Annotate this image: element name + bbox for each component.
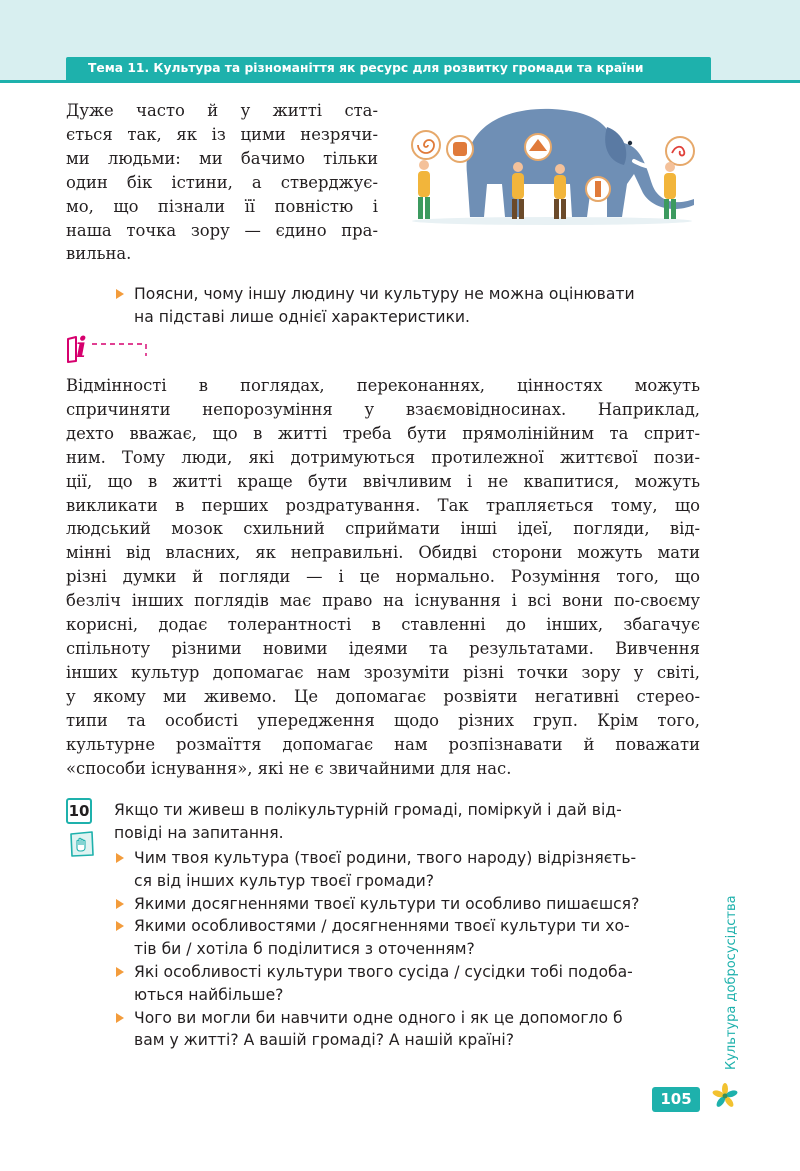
text-line: Якщо ти живеш в полікультурній громаді, поміркуй і дай від- (114, 801, 622, 819)
bullet-icon (116, 853, 124, 863)
text-line: Відмінності в поглядах, переконаннях, цінностях можуть (66, 376, 700, 395)
intro-paragraph (66, 99, 378, 266)
elephant-illustration (402, 99, 702, 229)
text-line: наша точка зору — єдино пра- (66, 220, 378, 240)
text-line: ся від інших культур твоєї громади? (134, 871, 435, 890)
text-line: вам у житті? А вашій громаді? А нашій країні? (134, 1031, 515, 1050)
hand-writing-icon (68, 828, 96, 858)
list-item (114, 915, 700, 961)
task-prompt (114, 799, 700, 845)
text-line: повіді на запитання. (114, 823, 284, 842)
text-line: Якими досягненнями твоєї культури ти особливо пишаєшся? (134, 894, 640, 913)
text-line: викликати в перших роздратування. Так трапляється тому, що (66, 495, 700, 515)
text-line: ним. Тому люди, які дотримуються протилежної життєвої пози- (66, 447, 700, 467)
text-line: ції, що в житті краще бути ввічливим і не квапитися, можуть (66, 471, 700, 491)
text-line: один бік істини, а стверджує- (66, 172, 378, 192)
text-line: Чого ви могли би навчити одне одного і як це допомогло б (134, 1008, 623, 1027)
list-item (114, 1007, 700, 1053)
bullet-icon (116, 967, 124, 977)
text-line: тів би / хотіла б поділитися з оточенням? (134, 940, 475, 959)
topic-title: Тема 11. Культура та різноманіття як ресурс для розвитку громади та країни (66, 57, 711, 80)
text-line: вильна. (66, 244, 132, 264)
text-line: Чим твоя культура (твоєї родини, твого народу) відрізняєть- (134, 849, 637, 867)
text-line: інших культур допомагає нам зрозуміти різні точки зору у світі, (66, 662, 700, 682)
text-line: мінні від власних, як неправильні. Обидві сторони можуть мати (66, 543, 700, 563)
list-item (114, 283, 700, 329)
bullet-icon (116, 899, 124, 909)
list-item (114, 847, 700, 893)
bullet-icon (116, 289, 124, 299)
task-question-list (114, 847, 700, 1052)
text-line: ми людьми: ми бачимо тільки (66, 148, 378, 168)
text-line: Дуже часто й у житті ста- (66, 101, 378, 120)
text-line: спільноту різними новими ідеями та результатами. Вивчення (66, 638, 700, 658)
text-line: на підставі лише однієї характеристики. (134, 307, 470, 326)
info-icon (66, 329, 152, 363)
list-item (114, 961, 700, 1007)
info-letter: i (76, 331, 87, 363)
text-line: типи та особисті упередження щодо різних груп. Крім того, (66, 710, 700, 730)
main-paragraph (66, 374, 700, 780)
bullet-icon (116, 1013, 124, 1023)
text-line: корисні, додає толерантності в ставленні до інших, збагачує (66, 615, 700, 635)
text-line: культурне розмаїття допомагає нам розпізнавати й поважати (66, 734, 700, 754)
text-line: Поясни, чому іншу людину чи культуру не можна оцінювати (134, 285, 635, 303)
text-line: різні думки й погляди — і це нормально. Розуміння того, що (66, 567, 700, 587)
text-line: ється так, як із цими незрячи- (66, 124, 378, 144)
text-line: «способи існування», які не є звичайними для нас. (66, 758, 512, 778)
text-line: спричиняти непорозуміння у взаємовідносинах. Наприклад, (66, 399, 700, 419)
text-line: Які особливості культури твого сусіда / сусідки тобі подоба- (134, 962, 633, 981)
question-list (114, 283, 700, 329)
section-side-label: Культура добросусідства (724, 895, 739, 1070)
flower-icon (712, 1083, 738, 1109)
text-line: дехто вважає, що в житті треба бути прямолінійним та сприт- (66, 423, 700, 443)
text-line: мо, що пізнали її повністю і (66, 196, 378, 216)
page-number: 105 (652, 1087, 700, 1112)
text-line: безліч інших поглядів має право на існування і всі вони по-своєму (66, 591, 700, 611)
text-line: людський мозок схильний сприймати інші ідеї, погляди, від- (66, 519, 700, 539)
text-line: ються найбільше? (134, 985, 284, 1004)
header-divider (0, 80, 800, 83)
task-number: 10 (66, 798, 92, 824)
bullet-icon (116, 921, 124, 931)
text-line: Якими особливостями / досягненнями твоєї культури ти хо- (134, 917, 630, 936)
list-item (114, 893, 700, 916)
text-line: у якому ми живемо. Це допомагає розвіяти негативні стерео- (66, 686, 700, 706)
